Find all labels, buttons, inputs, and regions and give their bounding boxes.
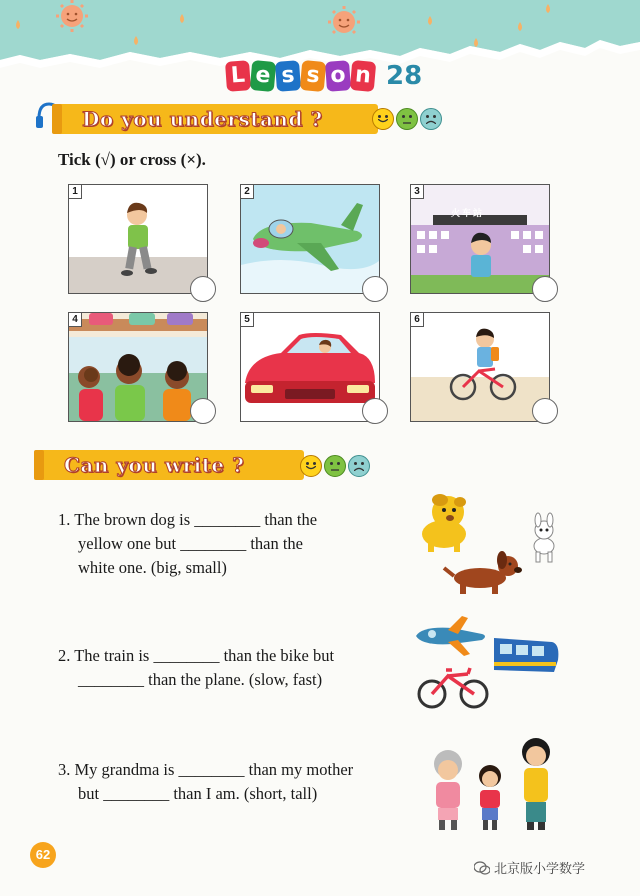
picture-card xyxy=(240,312,380,422)
section-banner-write xyxy=(40,450,304,480)
picture-number: 3 xyxy=(411,185,424,199)
exercise-3 xyxy=(58,758,353,806)
train-icon xyxy=(494,638,558,672)
lesson-title xyxy=(226,58,422,94)
picture-card xyxy=(410,312,550,422)
exercise-line: 2. The train is ________ than the bike but xyxy=(58,646,335,665)
lesson-letter: n xyxy=(350,60,377,92)
picture-card xyxy=(240,184,380,294)
answer-circle[interactable] xyxy=(532,398,558,424)
girl-icon xyxy=(479,765,501,830)
rating-faces xyxy=(372,108,442,130)
exercise-line: yellow one but ________ than the xyxy=(78,534,304,553)
picture-card xyxy=(68,184,208,294)
neutral-face-icon[interactable] xyxy=(324,455,346,477)
sad-face-icon[interactable] xyxy=(348,455,370,477)
exercise-line: 1. The brown dog is ________ than the xyxy=(58,510,318,529)
sad-face-icon[interactable] xyxy=(420,108,442,130)
answer-circle[interactable] xyxy=(532,276,558,302)
white-dog-icon xyxy=(534,513,554,562)
wechat-icon xyxy=(474,861,490,875)
brown-dog-icon xyxy=(444,551,522,594)
mother-icon xyxy=(522,738,550,830)
picture-number: 1 xyxy=(69,185,82,199)
boy-on-bike-icon xyxy=(411,313,549,421)
picture-number: 2 xyxy=(241,185,254,199)
exercise-1 xyxy=(58,508,317,580)
happy-face-icon[interactable] xyxy=(372,108,394,130)
watermark-text: 北京版小学数学 xyxy=(494,862,586,877)
station-sign: 火车站 xyxy=(451,209,485,219)
train-station-icon xyxy=(411,185,549,293)
picture-number: 5 xyxy=(241,313,254,327)
section-title: Can you write ? xyxy=(64,453,245,477)
lesson-number: 28 xyxy=(386,61,423,91)
happy-face-icon[interactable] xyxy=(300,455,322,477)
lesson-letter: s xyxy=(300,60,327,92)
exercise-line: 3. My grandma is ________ than my mother xyxy=(58,760,354,779)
car-icon xyxy=(241,313,379,421)
airplane-icon xyxy=(241,185,379,293)
answer-circle[interactable] xyxy=(190,276,216,302)
lesson-letter: e xyxy=(250,60,277,92)
vehicles-illustration xyxy=(412,612,562,716)
boy-walking-icon xyxy=(69,185,207,293)
picture-card xyxy=(410,184,550,294)
lesson-letter: s xyxy=(275,60,301,92)
lesson-letter: L xyxy=(225,60,251,92)
picture-number: 4 xyxy=(69,313,82,327)
bike-icon xyxy=(419,668,487,707)
plane-icon xyxy=(416,616,485,656)
family-illustration xyxy=(424,734,564,834)
picture-number: 6 xyxy=(411,313,424,327)
dogs-illustration xyxy=(410,490,570,600)
grandma-icon xyxy=(434,750,462,830)
exercise-line: white one. (big, small) xyxy=(78,558,227,577)
instruction: Tick (√) or cross (×). xyxy=(58,150,206,169)
answer-circle[interactable] xyxy=(190,398,216,424)
section-title: Do you understand ? xyxy=(82,107,323,131)
rating-faces xyxy=(300,455,370,477)
exercise-line: but ________ than I am. (short, tall) xyxy=(78,784,318,803)
picture-card xyxy=(68,312,208,422)
neutral-face-icon[interactable] xyxy=(396,108,418,130)
exercise-line: ________ than the plane. (slow, fast) xyxy=(78,670,323,689)
answer-circle[interactable] xyxy=(362,276,388,302)
answer-circle[interactable] xyxy=(362,398,388,424)
yellow-dog-icon xyxy=(422,494,466,552)
watermark xyxy=(474,858,585,877)
exercise-2 xyxy=(58,644,334,692)
section-banner-understand xyxy=(58,104,378,134)
family-on-train-icon xyxy=(69,313,207,421)
page-number: 62 xyxy=(30,842,56,868)
lesson-letter: o xyxy=(325,60,351,92)
